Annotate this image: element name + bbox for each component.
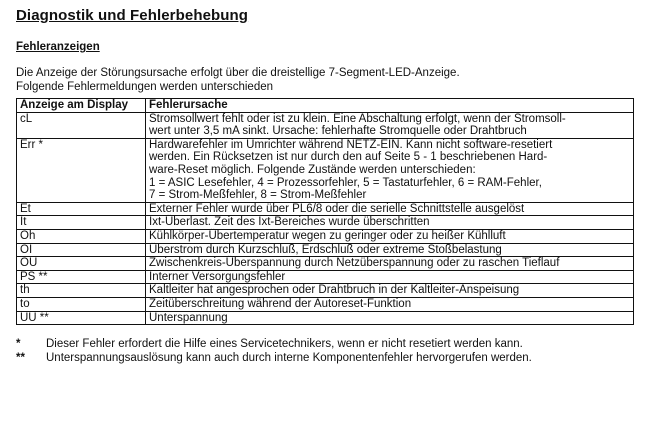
footnotes	[16, 337, 644, 365]
page-title: Diagnostik und Fehlerbehebung	[16, 7, 249, 24]
table-row	[17, 270, 634, 284]
display-code: PS **	[17, 270, 146, 284]
display-code: Err *	[17, 138, 146, 202]
table-row	[17, 297, 634, 311]
cause-line: werden. Ein Rücksetzen ist nur durch den auf Seite 5 - 1 beschriebenen Hard-	[149, 151, 548, 164]
display-code: Oh	[17, 229, 146, 243]
cause-line: Interner Versorgungsfehler	[149, 270, 286, 283]
footnote-text: Dieser Fehler erfordert die Hilfe eines Servicetechnikers, wenn er nicht resetiert werden kann.	[46, 338, 523, 351]
error-cause	[146, 297, 634, 311]
header-cause: Fehlerursache	[146, 99, 634, 113]
table-row	[17, 216, 634, 230]
display-code: Et	[17, 202, 146, 216]
display-code: OI	[17, 243, 146, 257]
cause-line: ware-Reset möglich. Folgende Zustände werden unterschieden:	[149, 163, 476, 176]
cause-line: wert unter 3,5 mA sinkt. Ursache: fehlerhafte Stromquelle oder Drahtbruch	[149, 125, 527, 138]
table-row	[17, 229, 634, 243]
cause-line: Zwischenkreis-Überspannung durch Netzüberspannung oder zu raschen Tieflauf	[149, 257, 560, 270]
error-cause	[146, 216, 634, 230]
cause-line: Kühlkörper-Übertemperatur wegen zu geringer oder zu heißer Kühlluft	[149, 229, 506, 242]
table-row	[17, 311, 634, 325]
display-code: UU **	[17, 311, 146, 325]
cause-line: Überstrom durch Kurzschluß, Erdschluß oder extreme Stoßbelastung	[149, 243, 502, 256]
cause-line: Hardwarefehler im Umrichter während NETZ-EIN. Kann nicht software-resetiert	[149, 138, 553, 151]
table-row	[17, 257, 634, 271]
table-header-row	[17, 99, 634, 113]
error-cause	[146, 138, 634, 202]
cause-line: Ixt-Überlast. Zeit des Ixt-Bereiches wurde überschritten	[149, 216, 430, 229]
cause-line: 7 = Strom-Meßfehler, 8 = Strom-Meßfehler	[149, 189, 367, 202]
cause-line: Zeitüberschreitung während der Autoreset-Funktion	[149, 297, 412, 310]
header-display: Anzeige am Display	[17, 99, 146, 113]
error-cause	[146, 229, 634, 243]
cause-line: Unterspannung	[149, 311, 228, 324]
display-code: OU	[17, 257, 146, 271]
footnote-mark: **	[16, 352, 25, 365]
display-code: cL	[17, 112, 146, 138]
footnote-mark: *	[16, 338, 21, 351]
display-code: It	[17, 216, 146, 230]
cause-line: Kaltleiter hat angesprochen oder Drahtbruch in der Kaltleiter-Anspeisung	[149, 284, 520, 297]
error-cause	[146, 202, 634, 216]
error-cause	[146, 270, 634, 284]
error-cause	[146, 257, 634, 271]
cause-line: Stromsollwert fehlt oder ist zu klein. Eine Abschaltung erfolgt, wenn der Stromsoll-	[149, 112, 566, 125]
cause-line: 1 = ASIC Lesefehler, 4 = Prozessorfehler, 5 = Tastaturfehler, 6 = RAM-Fehler,	[149, 176, 542, 189]
table-row	[17, 202, 634, 216]
table-row	[17, 243, 634, 257]
footnote-text: Unterspannungsauslösung kann auch durch interne Komponentenfehler hervorgerufen werden.	[46, 352, 532, 365]
error-cause	[146, 112, 634, 138]
error-cause	[146, 284, 634, 298]
display-code: th	[17, 284, 146, 298]
error-cause	[146, 243, 634, 257]
footnote	[16, 351, 644, 365]
intro-paragraph	[16, 66, 644, 94]
error-table	[16, 98, 634, 325]
table-row	[17, 112, 634, 138]
document-page	[16, 6, 644, 365]
cause-line: Externer Fehler wurde über PL6/8 oder die serielle Schnittstelle ausgelöst	[149, 202, 525, 215]
error-cause	[146, 311, 634, 325]
table-row	[17, 284, 634, 298]
intro-line: Folgende Fehlermeldungen werden unterschieden	[16, 81, 274, 93]
intro-line: Die Anzeige der Störungsursache erfolgt über die dreistellige 7-Segment-LED-Anzeige.	[16, 67, 460, 79]
section-title: Fehleranzeigen	[16, 41, 100, 53]
table-row	[17, 138, 634, 202]
display-code: to	[17, 297, 146, 311]
footnote	[16, 337, 644, 351]
